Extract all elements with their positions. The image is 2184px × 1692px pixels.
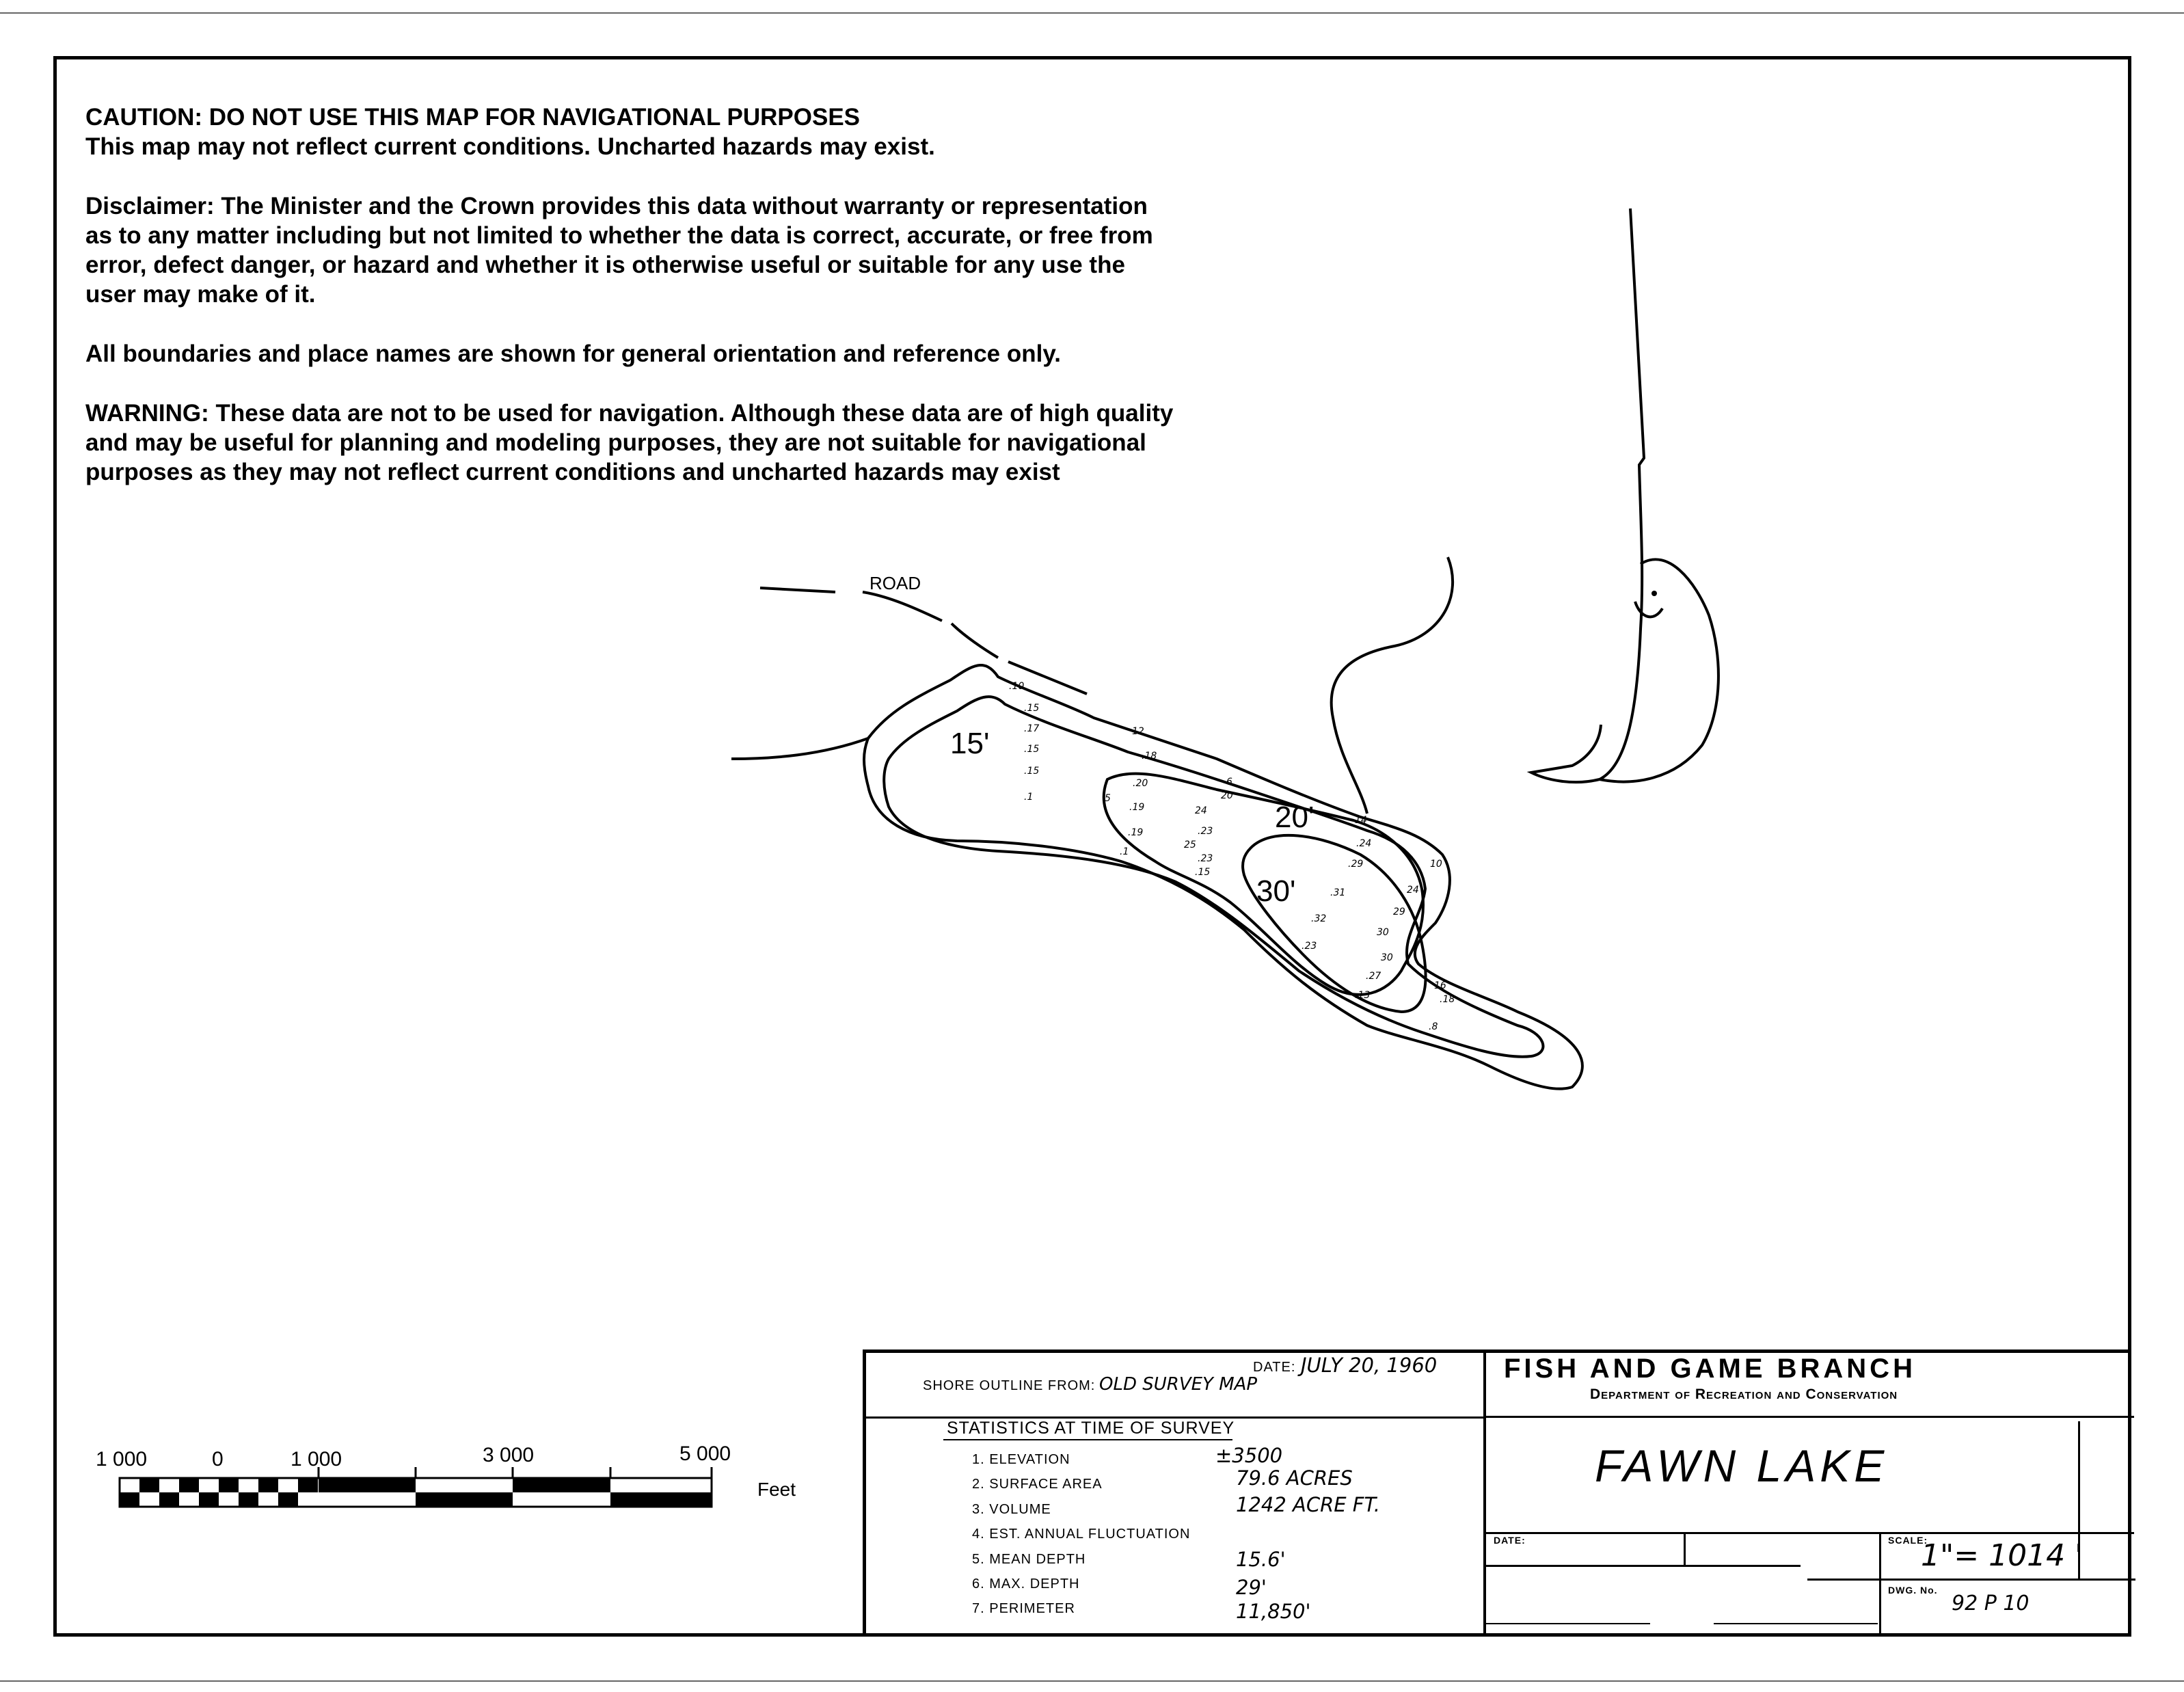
depth-sounding: .15 — [1195, 867, 1211, 878]
depth-sounding: 6 — [1226, 777, 1232, 788]
depth-sounding: .15 — [1024, 766, 1040, 777]
title-block-hrule — [1486, 1565, 1801, 1567]
scale-bar-cell — [179, 1478, 199, 1492]
scale-bar-cell — [319, 1478, 416, 1492]
dwg-label: DWG. No. — [1888, 1585, 1938, 1596]
title-block-vrule — [1684, 1532, 1686, 1566]
title-block-hrule — [1714, 1623, 1878, 1624]
date-label: DATE: — [1253, 1360, 1296, 1375]
depth-sounding: 25 — [1184, 840, 1196, 850]
dwg-value: 92 P 10 — [1952, 1592, 2030, 1615]
title-block-hrule — [1486, 1416, 2134, 1418]
road-segment-3 — [952, 623, 998, 658]
stat-label: 5. MEAN DEPTH — [972, 1552, 1086, 1567]
scale-bar-cell — [159, 1492, 179, 1507]
fish-smile — [1635, 602, 1662, 617]
scale-bar-cell — [298, 1478, 318, 1492]
depth-sounding: .10 — [1009, 681, 1025, 692]
scale-value: 1"= 1014 ' — [1921, 1538, 2084, 1573]
depth-sounding: 24 — [1407, 885, 1419, 896]
scale-label: 5 000 — [679, 1442, 731, 1465]
date2-label: DATE: — [1494, 1535, 1526, 1546]
title-block-hrule — [1486, 1532, 2134, 1534]
depth-sounding: .29 — [1348, 859, 1364, 870]
depth-sounding: 5 — [1105, 793, 1111, 804]
shore-outline-label: SHORE OUTLINE FROM: — [923, 1378, 1096, 1393]
depth-sounding: .20 — [1133, 778, 1148, 789]
scale-bar-cell — [416, 1492, 513, 1507]
depth-sounding: 16 — [1434, 980, 1446, 991]
stat-value: 15.6' — [1236, 1548, 1286, 1571]
depth-sounding: 29 — [1393, 907, 1405, 917]
title-block-hrule — [1486, 1623, 1650, 1624]
depth-sounding: 24 — [1195, 805, 1207, 816]
contour-30ft — [1243, 835, 1426, 1012]
scale-label: 3 000 — [483, 1444, 535, 1466]
scale-unit: Feet — [757, 1479, 796, 1500]
scale-bar-cell — [239, 1492, 258, 1507]
stat-label: 2. SURFACE AREA — [972, 1477, 1103, 1492]
depth-sounding: .19 — [1129, 802, 1145, 813]
scale-bar-cell — [139, 1478, 159, 1492]
caution-subtitle: This map may not reflect current conditions. Uncharted hazards may exist. — [85, 133, 935, 160]
depth-sounding: .13 — [1355, 990, 1371, 1001]
scale-bar-cell — [219, 1478, 239, 1492]
scale-bar-cell — [199, 1492, 219, 1507]
contour-label-15: 15' — [950, 727, 990, 760]
fish-eye — [1652, 591, 1657, 596]
caution-title: CAUTION: DO NOT USE THIS MAP FOR NAVIGATIONAL PURPOSES — [85, 104, 861, 131]
scale-bar-cell — [120, 1492, 139, 1507]
warning-text: WARNING: These data are not to be used for navigation. Although these data are of high quality and may be useful for planning and modeling purposes, they are not suitable for navigational purposes as they may not reflect current conditions and uncharted hazards may exist — [85, 400, 1174, 485]
scale-bar-cell — [258, 1478, 278, 1492]
fish-hook — [1531, 209, 1644, 782]
depth-sounding: 30 — [1377, 927, 1389, 938]
scale-label: 1 000 — [291, 1448, 342, 1471]
road-label: ROAD — [869, 573, 921, 593]
contour-label-30: 30' — [1256, 874, 1296, 908]
depth-sounding: 30 — [1381, 952, 1393, 963]
road-segment-2 — [863, 592, 942, 621]
stream-east — [1332, 557, 1453, 814]
stat-label: 1. ELEVATION — [972, 1452, 1070, 1467]
shore-outline-value: OLD SURVEY MAP — [1099, 1374, 1258, 1395]
scale-bar — [120, 1467, 712, 1507]
date-value: JULY 20, 1960 — [1301, 1354, 1438, 1377]
stat-label: 3. VOLUME — [972, 1502, 1051, 1517]
lake-name: FAWN LAKE — [1595, 1440, 1889, 1491]
scale-bar-cell — [278, 1492, 298, 1507]
stream-west — [731, 738, 868, 759]
depth-sounding: .8 — [1429, 1021, 1438, 1032]
disclaimer-text: Disclaimer: The Minister and the Crown provides this data without warranty or representation as to any matter including but not limited to whether the data is correct, accurate, or free from error, defect danger, or hazard and whether it is otherwise useful or suitable for any use the user may make of it. — [85, 193, 1153, 308]
stat-value: 11,850' — [1236, 1600, 1311, 1623]
stats-title: STATISTICS AT TIME OF SURVEY — [947, 1419, 1235, 1438]
depth-sounding: .23 — [1198, 826, 1213, 837]
title-block-hrule — [1807, 1579, 2135, 1581]
depth-sounding: .31 — [1330, 887, 1346, 898]
scale-bar-cell — [513, 1478, 610, 1492]
stat-value: 1242 ACRE FT. — [1236, 1493, 1380, 1516]
depth-sounding: 10 — [1430, 859, 1442, 870]
stat-label: 6. MAX. DEPTH — [972, 1576, 1080, 1592]
depth-sounding: .18 — [1440, 994, 1455, 1005]
contour-label-20: 20' — [1275, 801, 1315, 834]
depth-sounding: 14 — [1355, 815, 1367, 826]
depth-sounding: .23 — [1198, 853, 1213, 864]
depth-sounding: .18 — [1142, 751, 1157, 762]
stat-value: 29' — [1236, 1576, 1267, 1599]
depth-sounding: .32 — [1311, 913, 1327, 924]
road-segment-1 — [760, 588, 835, 592]
depth-sounding: 20 — [1221, 790, 1233, 801]
depth-sounding: .24 — [1356, 838, 1372, 849]
stat-value: ±3500 — [1215, 1444, 1283, 1467]
scale-bar-cell — [610, 1492, 712, 1507]
stat-label: 7. PERIMETER — [972, 1601, 1075, 1616]
boundaries-text: All boundaries and place names are shown for general orientation and reference only. — [85, 340, 1061, 367]
stats-underline — [943, 1439, 1232, 1440]
title-block-divider — [1483, 1353, 1486, 1637]
scale-label: 1 000 — [96, 1448, 148, 1471]
depth-sounding: .15 — [1024, 744, 1040, 755]
depth-sounding: .1 — [1120, 846, 1129, 857]
title-block-vrule — [1879, 1532, 1881, 1635]
depth-sounding: .17 — [1024, 723, 1040, 734]
depth-sounding: .23 — [1302, 941, 1317, 952]
stat-value: 79.6 ACRES — [1236, 1466, 1353, 1490]
fish-body — [1600, 559, 1718, 781]
depth-sounding: .19 — [1128, 827, 1144, 838]
stat-label: 4. EST. ANNUAL FLUCTUATION — [972, 1527, 1191, 1542]
depth-sounding: 12 — [1132, 726, 1144, 737]
department-title: Department of Recreation and Conservation — [1590, 1386, 1898, 1402]
depth-sounding: .27 — [1366, 971, 1381, 982]
depth-sounding: .1 — [1024, 792, 1034, 803]
scale-label-title: SCALE: — [1888, 1535, 1928, 1546]
depth-sounding: .15 — [1024, 703, 1040, 714]
scale-label: 0 — [212, 1448, 224, 1471]
branch-title: FISH AND GAME BRANCH — [1504, 1354, 1916, 1384]
